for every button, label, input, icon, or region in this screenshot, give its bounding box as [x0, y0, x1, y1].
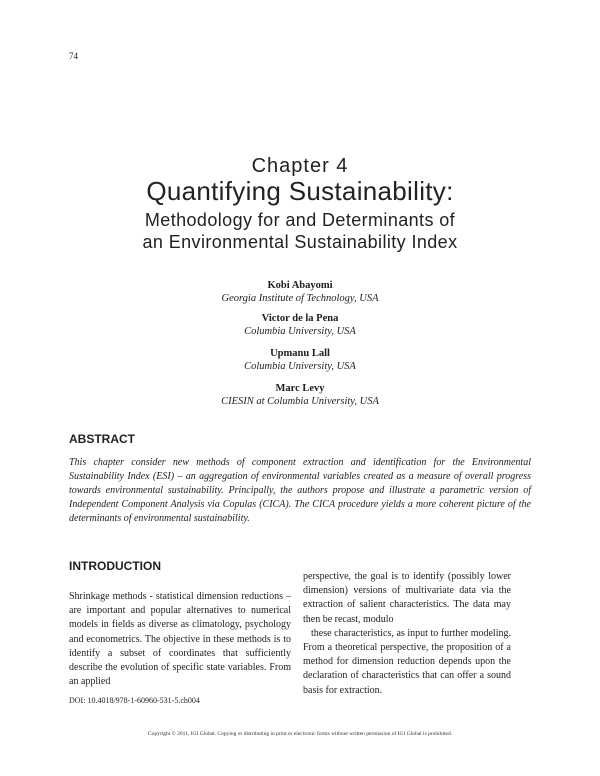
author-name: Victor de la Pena	[261, 313, 339, 324]
paragraph: these characteristics, as input to further modeling. From a theoretical perspective, the proposition of a method for dimension reduction depends upon the declaration of characteristics that can offer a sound basis for extraction.	[303, 627, 511, 696]
chapter-subtitle-line-2: an Environmental Sustainability Index	[142, 232, 458, 252]
paragraph: Shrinkage methods - statistical dimension reductions – are important and popular alternatives to numerical models in fields as diverse as climatology, psychology and econometrics. The objective in these methods is to identify a subset of coordinates that sufficiently describe the evolution of specific state variables. From an applied	[69, 591, 291, 688]
author-affiliation: Georgia Institute of Technology, USA	[221, 293, 379, 304]
author-block	[0, 347, 600, 373]
introduction-heading: INTRODUCTION	[69, 559, 161, 573]
copyright-footer: Copyright © 2011, IGI Global. Copying or distributing in print or electronic forms without written permission of IGI Global is prohibited.	[147, 731, 453, 737]
author-affiliation: CIESIN at Columbia University, USA	[221, 396, 379, 407]
author-block	[0, 382, 600, 408]
author-name: Kobi Abayomi	[267, 280, 333, 291]
author-block	[0, 312, 600, 338]
chapter-title: Quantifying Sustainability:	[146, 176, 454, 206]
doi-line: DOI: 10.4018/978-1-60960-531-5.ch004	[69, 696, 200, 705]
author-name: Upmanu Lall	[270, 348, 330, 359]
page-number: 74	[69, 51, 78, 61]
abstract-heading: ABSTRACT	[69, 432, 135, 446]
author-affiliation: Columbia University, USA	[244, 326, 356, 337]
introduction-right-column	[303, 570, 511, 698]
chapter-label: Chapter 4	[251, 155, 349, 177]
introduction-left-column	[69, 590, 291, 689]
author-affiliation: Columbia University, USA	[244, 361, 356, 372]
author-block	[0, 279, 600, 305]
chapter-subtitle-line-1: Methodology for and Determinants of	[144, 210, 456, 230]
paragraph: perspective, the goal is to identify (possibly lower dimension) versions of multivariate data via the extraction of salient characteristics. The data may then be recast, modulo	[303, 571, 511, 625]
author-name: Marc Levy	[275, 383, 325, 394]
abstract-text: This chapter consider new methods of component extraction and identification for the Environmental Sustainability Index (ESI) – an aggregation of environmental variables created as a measure of overall progress towards environmental sustainability. Principally, the authors propose and illustrate a parametric version of Independent Component Analysis via Copulas (CICA). The CICA procedure yields a more coherent picture of the determinants of environmental sustainability.	[69, 457, 531, 524]
